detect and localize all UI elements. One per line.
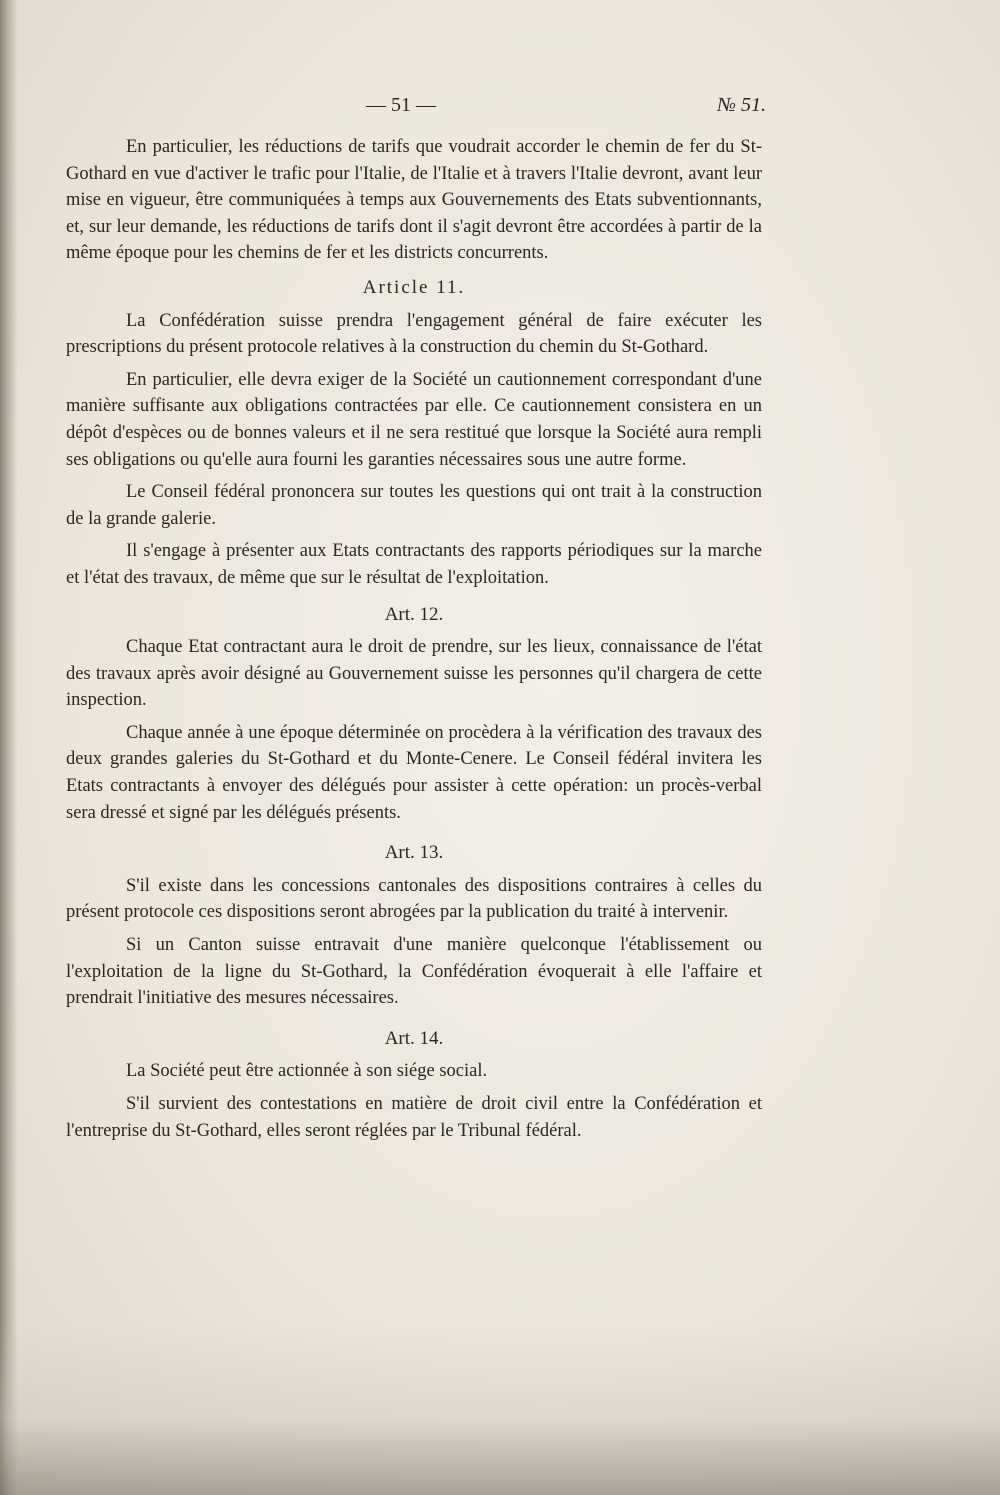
article-11-heading: Article 11.: [362, 276, 466, 298]
article-11-paragraph-1: La Confédération suisse prendra l'engagement général de faire exécuter les prescriptions du présent protocole relatives à la construction du chemin du St-Gothard.: [66, 310, 762, 358]
page-number: — 51 —: [366, 94, 436, 116]
article-11-paragraph-4: Il s'engage à présenter aux Etats contractants des rapports périodiques sur la marche et l'état des travaux, de même que sur le résultat de l'exploitation.: [66, 541, 762, 588]
article-12-paragraph-1: Chaque Etat contractant aura le droit de prendre, sur les lieux, connaissance de l'état des travaux après avoir désigné au Gouvernement suisse les personnes qu'il chargera de cette inspection.: [66, 637, 762, 711]
document-number: № 51.: [717, 94, 766, 116]
article-11-paragraph-2: En particulier, elle devra exiger de la Société un cautionnement correspondant d'une manière suffisante aux obligations contractées par elle. Ce cautionnement consistera en un dépôt d'espèces ou de bonnes valeurs et il ne sera restitué que lorsque la Société aura rempli ses obligations ou qu'elle aura fourni les garanties nécessaires sous une autre forme.: [66, 369, 762, 470]
running-head: [66, 94, 766, 124]
article-11-paragraph-3: Le Conseil fédéral prononcera sur toutes les questions qui ont trait à la construction de la grande galerie.: [66, 482, 762, 529]
article-14-heading: Art. 14.: [384, 1027, 444, 1049]
body-text: [66, 134, 762, 1144]
article-12-heading: Art. 12.: [384, 603, 444, 625]
bottom-edge-shadow: [0, 1325, 1000, 1495]
article-12-paragraph-2: Chaque année à une époque déterminée on procèdera à la vérification des travaux des deux grandes galeries du St-Gothard et du Monte-Cenere. Le Conseil fédéral invitera les Etats contractants à envoyer des délégués pour assister à cette opération: un procès-verbal sera dressé et signé par les délégués présents.: [66, 722, 762, 823]
paragraph-tariff-reductions: En particulier, les réductions de tarifs que voudrait accorder le chemin de fer du St-Gothard en vue d'activer le trafic pour l'Italie, de l'Italie et à travers l'Italie devront, avant leur mise en vigueur, être communiquées à temps aux Gouvernements des Etats subventionnants, et, sur leur demande, les réductions de tarifs dont il s'agit devront être accordées à partir de la même époque pour les chemins de fer et les districts concurrents.: [66, 137, 762, 264]
article-13-heading: Art. 13.: [384, 842, 444, 864]
article-13-paragraph-1: S'il existe dans les concessions cantonales des dispositions contraires à celles du présent protocole ces dispositions seront abrogées par la publication du traité à intervenir.: [66, 875, 762, 923]
article-13-paragraph-2: Si un Canton suisse entravait d'une manière quelconque l'établissement ou l'exploitation de la ligne du St-Gothard, la Confédération évoquerait à elle l'affaire et prendrait l'initiative des mesures nécessaires.: [66, 935, 762, 1009]
article-14-paragraph-2: S'il survient des contestations en matière de droit civil entre la Confédération et l'entreprise du St-Gothard, elles seront réglées par le Tribunal fédéral.: [66, 1094, 762, 1141]
article-14-paragraph-1: La Société peut être actionnée à son siége social.: [126, 1061, 488, 1082]
binding-edge-shadow: [0, 0, 18, 1495]
